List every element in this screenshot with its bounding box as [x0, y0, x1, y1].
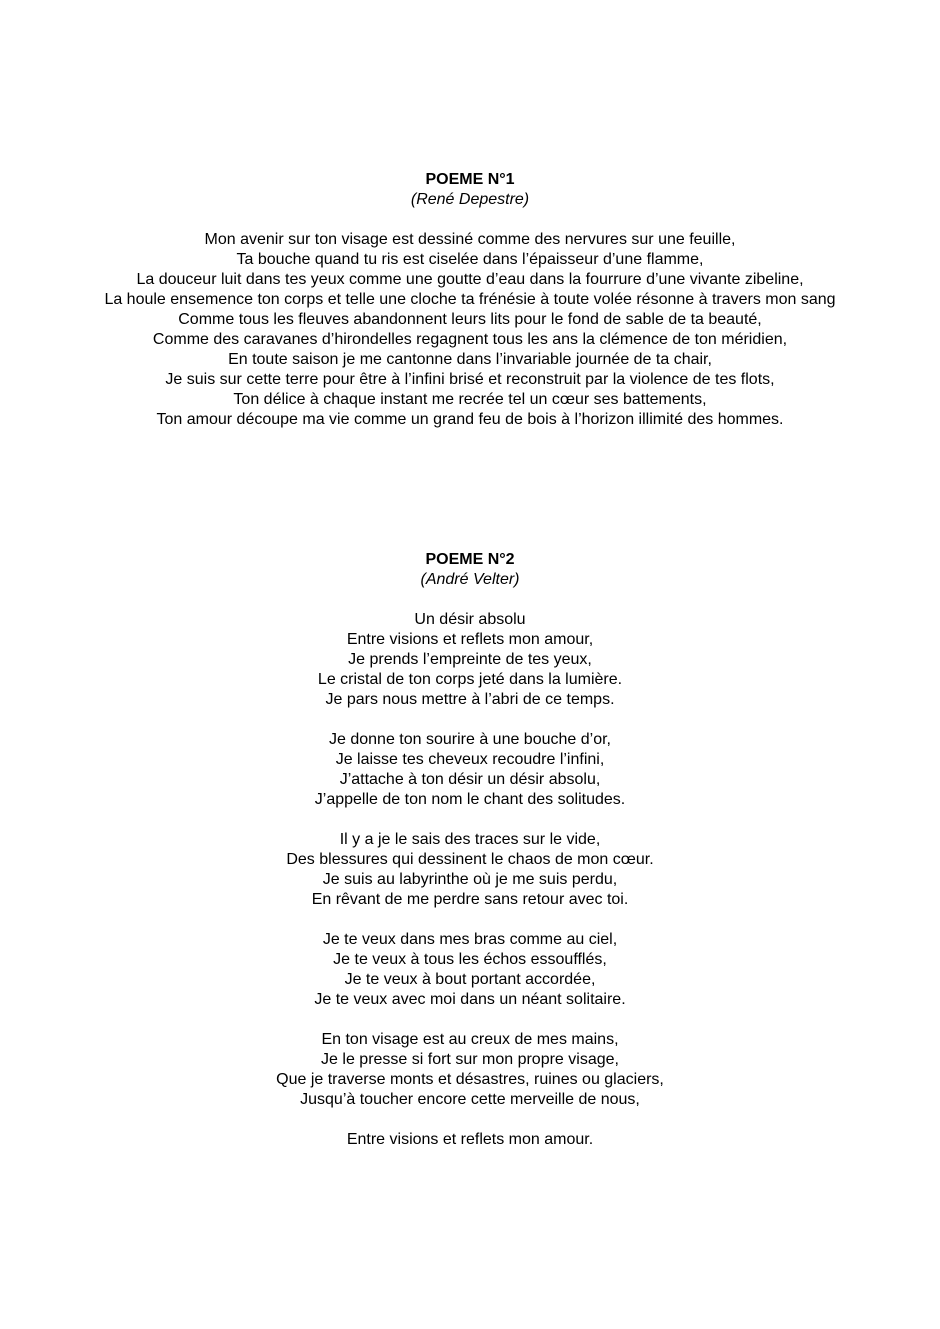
stanza — [0, 1130, 940, 1150]
poem-line: En rêvant de me perdre sans retour avec toi. — [311, 891, 629, 908]
poem-line: Je suis sur cette terre pour être à l’infini brisé et reconstruit par la violence de tes flots, — [165, 371, 775, 388]
stanza — [0, 930, 940, 1010]
poem-line: Je te veux à bout portant accordée, — [344, 971, 596, 988]
poem-line: Ton délice à chaque instant me recrée tel un cœur ses battements, — [233, 391, 707, 408]
poem-line: Je prends l’empreinte de tes yeux, — [348, 651, 592, 668]
poem-line: Des blessures qui dessinent le chaos de mon cœur. — [286, 851, 654, 868]
poem-line: Un désir absolu — [414, 611, 526, 628]
poem-line: Je pars nous mettre à l’abri de ce temps. — [325, 691, 615, 708]
poem-line: Je suis au labyrinthe où je me suis perdu, — [322, 871, 618, 888]
poem-title: POEME N°2 — [425, 551, 515, 568]
poem-author: (René Depestre) — [410, 191, 530, 208]
poem-line: Mon avenir sur ton visage est dessiné comme des nervures sur une feuille, — [204, 231, 736, 248]
poem-line: Que je traverse monts et désastres, ruines ou glaciers, — [276, 1071, 664, 1088]
poem-title: POEME N°1 — [425, 171, 515, 188]
poem-line: En ton visage est au creux de mes mains, — [321, 1031, 619, 1048]
poem-line: J’attache à ton désir un désir absolu, — [339, 771, 601, 788]
poem-line: Comme des caravanes d’hirondelles regagnent tous les ans la clémence de ton méridien, — [152, 331, 788, 348]
poem-line: Entre visions et reflets mon amour. — [346, 1131, 594, 1148]
poem-line: Ton amour découpe ma vie comme un grand feu de bois à l’horizon illimité des hommes. — [156, 411, 784, 428]
poem-line: Je donne ton sourire à une bouche d’or, — [329, 731, 611, 748]
stanza — [0, 610, 940, 710]
stanza — [0, 830, 940, 910]
poem-line: Je te veux avec moi dans un néant solitaire. — [314, 991, 626, 1008]
poem-line: La houle ensemence ton corps et telle une cloche ta frénésie à toute volée résonne à travers mon sang — [104, 291, 836, 308]
poem-2 — [0, 550, 940, 1150]
poem-line: Comme tous les fleuves abandonnent leurs lits pour le fond de sable de ta beauté, — [178, 311, 762, 328]
poem-line: J’appelle de ton nom le chant des solitudes. — [314, 791, 626, 808]
poem-line: Ta bouche quand tu ris est ciselée dans l’épaisseur d’une flamme, — [236, 251, 704, 268]
poem-line: Je le presse si fort sur mon propre visage, — [321, 1051, 619, 1068]
poem-line: Entre visions et reflets mon amour, — [346, 631, 594, 648]
poem-line: Je te veux dans mes bras comme au ciel, — [322, 931, 618, 948]
stanza — [0, 1030, 940, 1110]
poem-line: Je te veux à tous les échos essoufflés, — [333, 951, 607, 968]
poem-line: Il y a je le sais des traces sur le vide, — [339, 831, 601, 848]
poem-line: La douceur luit dans tes yeux comme une goutte d’eau dans la fourrure d’une vivante zibeline, — [136, 271, 804, 288]
poem-line: Le cristal de ton corps jeté dans la lumière. — [317, 671, 623, 688]
poem-author: (André Velter) — [420, 571, 520, 588]
stanza — [0, 230, 940, 430]
poem-line: Jusqu’à toucher encore cette merveille de nous, — [300, 1091, 640, 1108]
poem-line: Je laisse tes cheveux recoudre l’infini, — [335, 751, 605, 768]
poem-line: En toute saison je me cantonne dans l’invariable journée de ta chair, — [228, 351, 712, 368]
poem-1 — [0, 170, 940, 430]
stanza — [0, 730, 940, 810]
